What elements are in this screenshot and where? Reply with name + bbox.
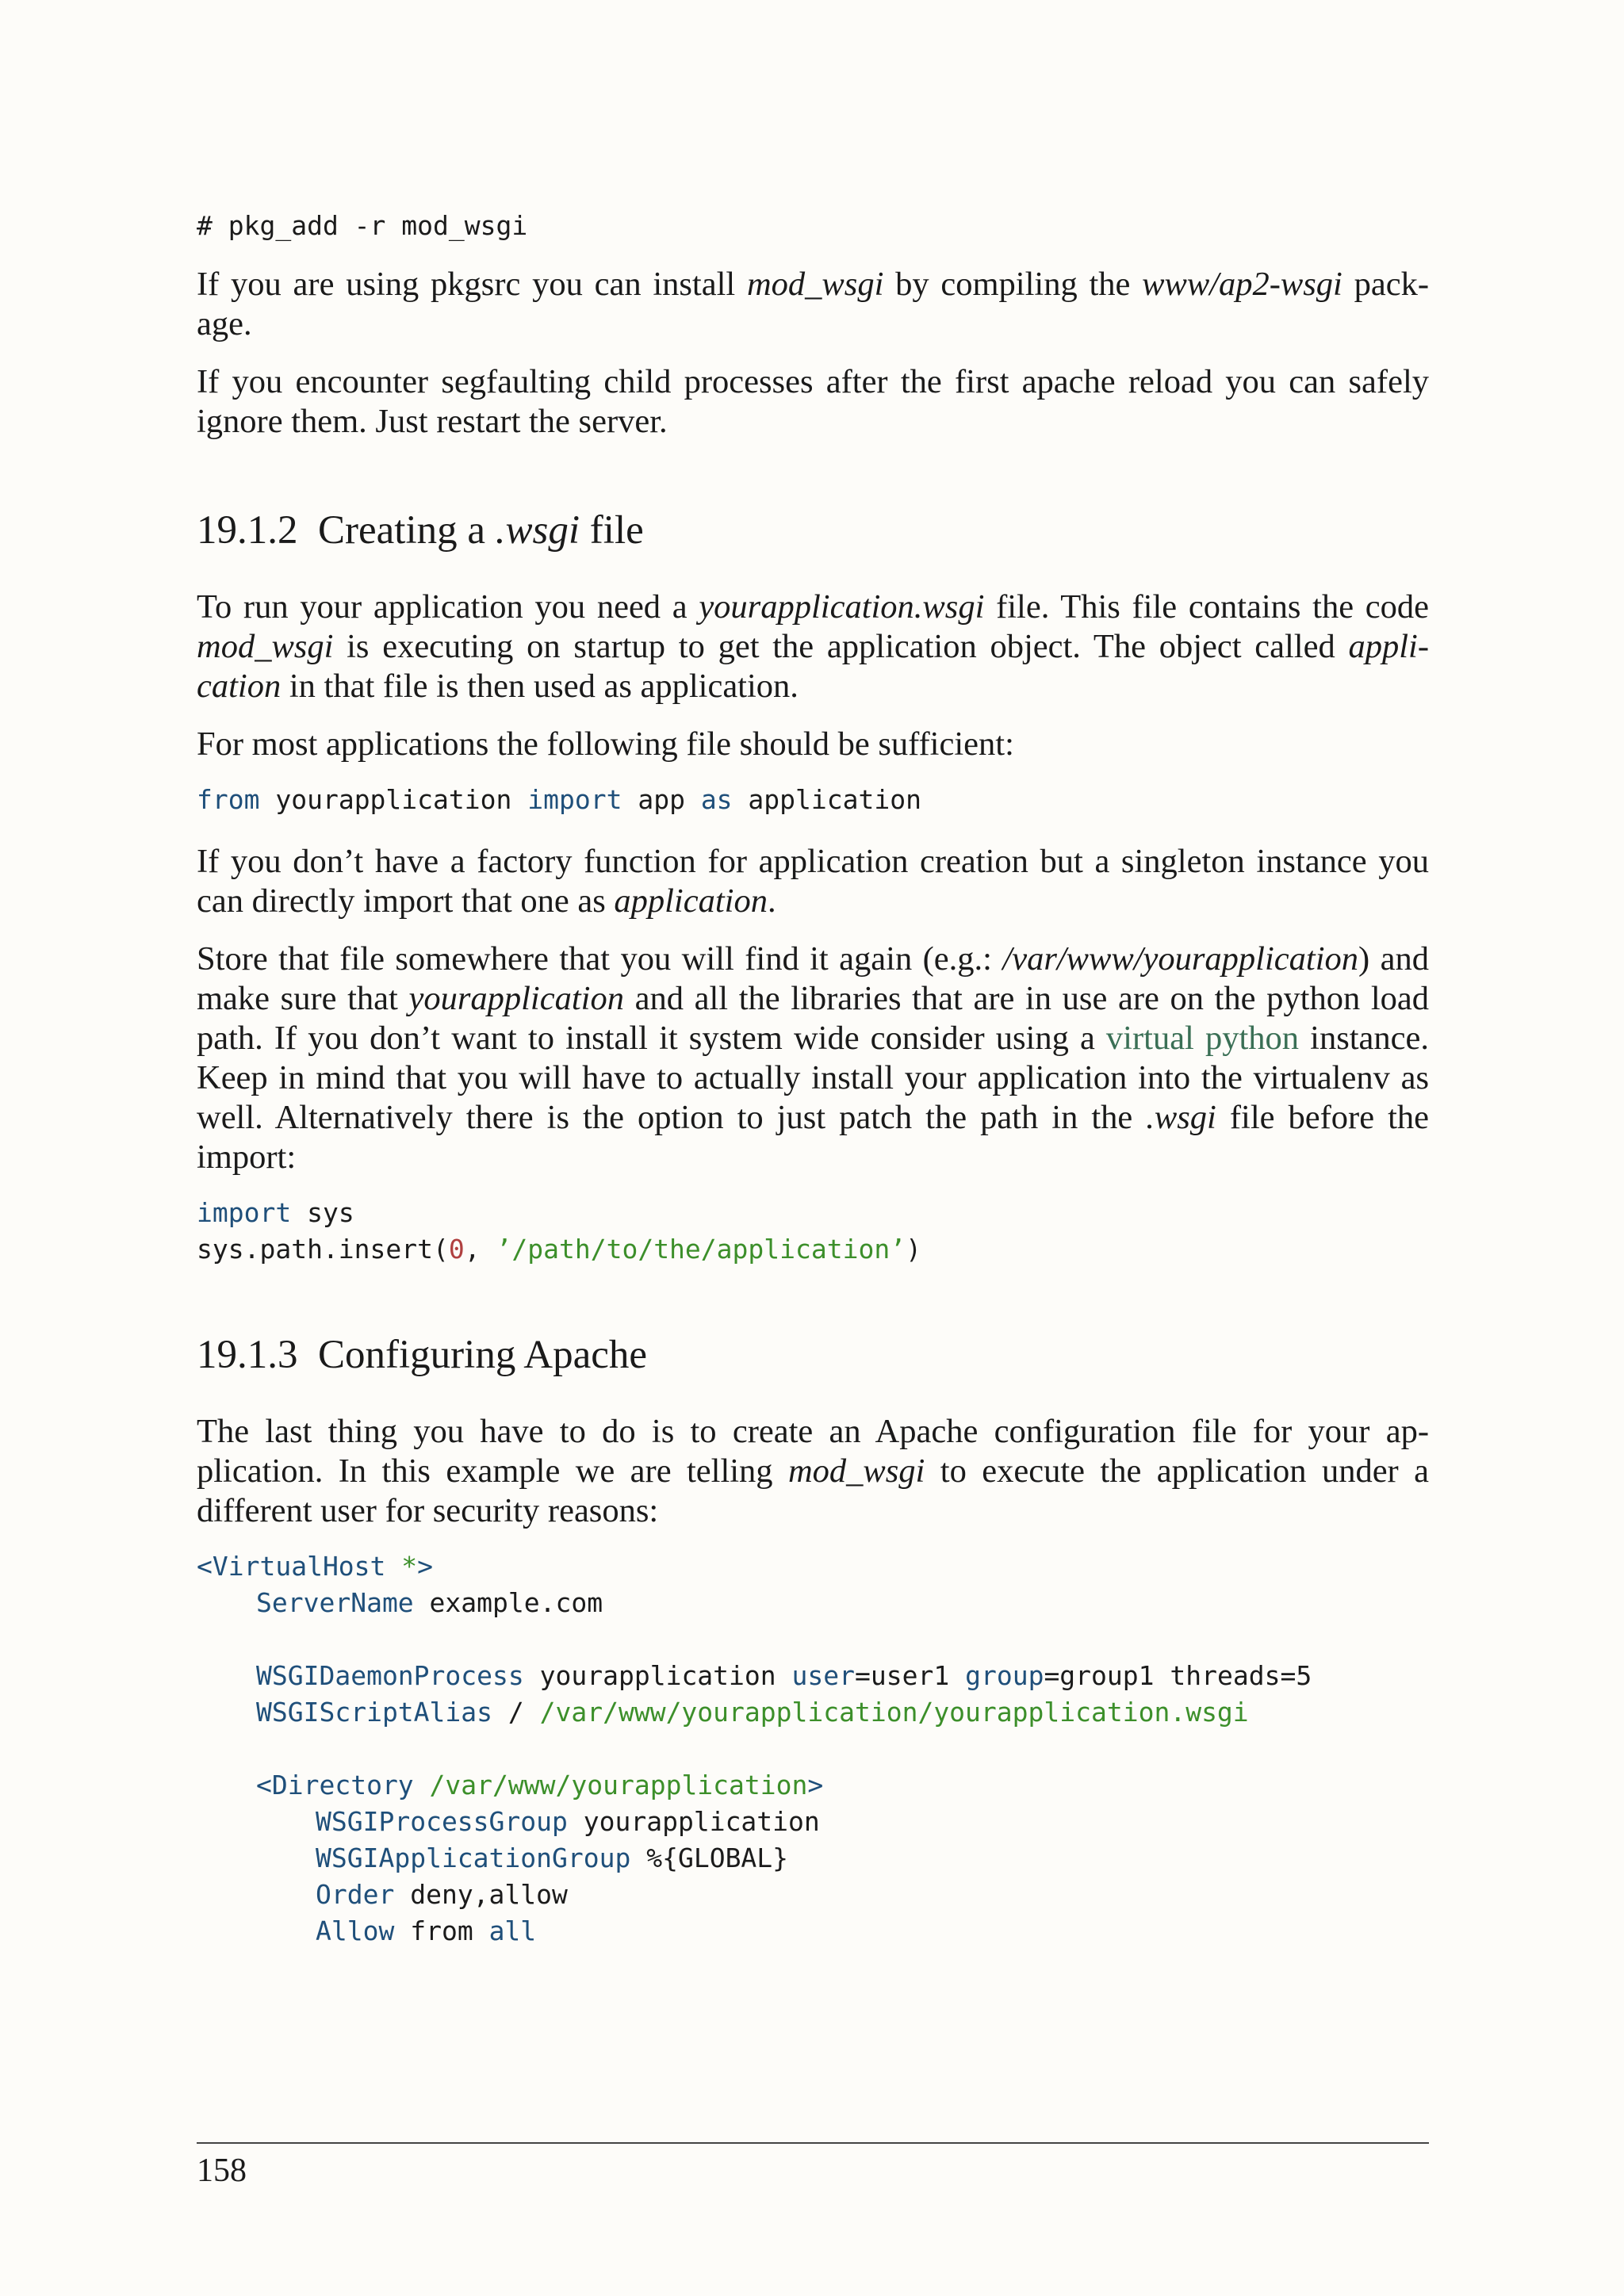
- page-number: 158: [197, 2152, 247, 2189]
- code-line-application-group: [197, 1843, 788, 1873]
- code-keyword: WSGIApplicationGroup: [316, 1843, 631, 1873]
- code-keyword: ServerName: [256, 1587, 414, 1618]
- text-run: and all the libraries that are in use are on the python load path. If you don’t want to install it system wide consider using a: [197, 980, 1429, 1057]
- text-run: ) and make sure that: [197, 940, 1429, 1017]
- paragraph-singleton: [197, 842, 1429, 921]
- code-string: ’/path/to/the/application’: [496, 1234, 906, 1265]
- code-keyword: Allow: [316, 1915, 395, 1946]
- code-text: yourapplication: [567, 1806, 820, 1837]
- virtual-python-link[interactable]: virtual python: [1105, 1020, 1300, 1057]
- text-run: is executing on startup to get the application object. The object called: [333, 628, 1349, 665]
- text-run-italic: appli-cation: [197, 628, 1429, 705]
- code-line-servername: [197, 1587, 603, 1618]
- code-string: /var/www/yourapplication/yourapplication.wsgi: [539, 1697, 1249, 1728]
- code-text: /: [492, 1697, 540, 1728]
- code-keyword: all: [488, 1915, 537, 1946]
- code-keyword: as: [700, 784, 733, 815]
- section-heading-19-1-3: [197, 1331, 1429, 1379]
- code-text: ,: [464, 1234, 496, 1265]
- text-run: The last thing you have to do is to create an Apache configuration file for your ap-plication. In this example we are telling: [197, 1413, 1429, 1490]
- text-run-italic: mod_wsgi: [746, 266, 884, 303]
- paragraph-wsgi-file: [197, 587, 1429, 706]
- code-line-daemon: [197, 1660, 1312, 1691]
- text-run-italic: yourapplication.wsgi: [699, 588, 985, 626]
- text-run-italic: .wsgi: [495, 508, 580, 553]
- page-content: [197, 202, 1429, 1950]
- code-text: yourapplication: [523, 1660, 792, 1691]
- text-run: Store that file somewhere that you will find it again (e.g.:: [197, 940, 1003, 978]
- code-block-import-app: [197, 782, 1429, 818]
- code-line-allow: [197, 1915, 536, 1946]
- code-line-directory: [197, 1770, 823, 1800]
- code-text: sys: [291, 1197, 354, 1228]
- code-keyword: group: [965, 1660, 1044, 1691]
- text-run: by compiling the: [883, 266, 1143, 303]
- paragraph-sufficient: For most applications the following file should be sufficient:: [197, 725, 1014, 763]
- code-string: *: [385, 1551, 418, 1582]
- code-text: application: [732, 784, 921, 815]
- code-keyword: import: [527, 784, 622, 815]
- section-number: 19.1.3: [197, 1333, 298, 1377]
- paragraph-store-file: [197, 939, 1429, 1177]
- text-run: .: [767, 882, 776, 920]
- code-line-order: [197, 1879, 568, 1910]
- paragraph-pkgsrc: [197, 265, 1429, 344]
- text-run-italic: mod_wsgi: [787, 1452, 925, 1490]
- text-run: instance. Keep in mind that you will have to actually install your application into the virtualenv as well. Alternatively there is the option to just patch the path in the: [197, 1020, 1430, 1136]
- code-block-sys-path: [197, 1195, 1429, 1268]
- code-text: app: [622, 784, 701, 815]
- text-run-italic: application: [614, 882, 768, 920]
- code-text: =group1 threads=5: [1044, 1660, 1312, 1691]
- text-run: file. This file contains the code: [984, 588, 1429, 626]
- code-text: yourapplication: [259, 784, 528, 815]
- code-keyword: Order: [316, 1879, 395, 1910]
- code-text: =user1: [855, 1660, 966, 1691]
- text-run: file before the import:: [197, 1099, 1429, 1176]
- paragraph-configure-apache: [197, 1412, 1429, 1531]
- section-heading-19-1-2: [197, 507, 1429, 554]
- code-keyword: import: [197, 1197, 292, 1228]
- code-text: %{GLOBAL}: [630, 1843, 789, 1873]
- code-text: deny,allow: [394, 1879, 568, 1910]
- code-tag: >: [807, 1770, 824, 1800]
- code-keyword: WSGIProcessGroup: [316, 1806, 568, 1837]
- code-text: from: [394, 1915, 489, 1946]
- code-keyword: from: [197, 784, 260, 815]
- code-tag: >: [417, 1551, 434, 1582]
- text-run-italic: www/ap2-wsgi: [1142, 266, 1342, 303]
- text-run-italic: .wsgi: [1146, 1099, 1216, 1136]
- code-number: 0: [448, 1234, 465, 1265]
- code-keyword: WSGIScriptAlias: [256, 1697, 493, 1728]
- code-block-apache-config: [197, 1548, 1429, 1950]
- code-string: /var/www/yourapplication: [413, 1770, 808, 1800]
- code-keyword: user: [791, 1660, 856, 1691]
- text-run: to execute the application under a different user for security reasons:: [197, 1452, 1429, 1529]
- text-run: To run your application you need a: [197, 588, 699, 626]
- code-line-process-group: [197, 1806, 820, 1837]
- code-line: # pkg_add -r mod_wsgi: [197, 210, 528, 241]
- text-run: If you don’t have a factory function for application creation but a singleton instance you can directly import that one as: [197, 843, 1429, 920]
- text-run-italic: /var/www/yourapplication: [1002, 940, 1359, 978]
- paragraph-segfault: If you encounter segfaulting child processes after the first apache reload you can safely ignore them. Just restart the server.: [197, 363, 1429, 440]
- code-text: sys.path.insert(: [197, 1234, 449, 1265]
- text-run: Creating a: [318, 508, 496, 553]
- text-run: in that file is then used as application.: [281, 668, 799, 705]
- footer-rule: [197, 2142, 1429, 2144]
- text-run: file: [580, 508, 644, 553]
- code-block-pkg-add: [197, 208, 1429, 244]
- text-run: If you are using pkgsrc you can install: [197, 266, 747, 303]
- code-text: example.com: [413, 1587, 603, 1618]
- code-tag: <Directory: [256, 1770, 414, 1800]
- text-run-italic: mod_wsgi: [197, 628, 334, 665]
- code-text: ): [906, 1234, 921, 1265]
- section-number: 19.1.2: [197, 508, 298, 553]
- text-run: pack-age.: [197, 266, 1429, 342]
- code-tag: <VirtualHost: [197, 1551, 386, 1582]
- text-run-italic: yourapplication: [408, 980, 624, 1017]
- section-title: Configuring Apache: [318, 1333, 647, 1377]
- code-keyword: WSGIDaemonProcess: [256, 1660, 524, 1691]
- code-line-alias: [197, 1697, 1249, 1728]
